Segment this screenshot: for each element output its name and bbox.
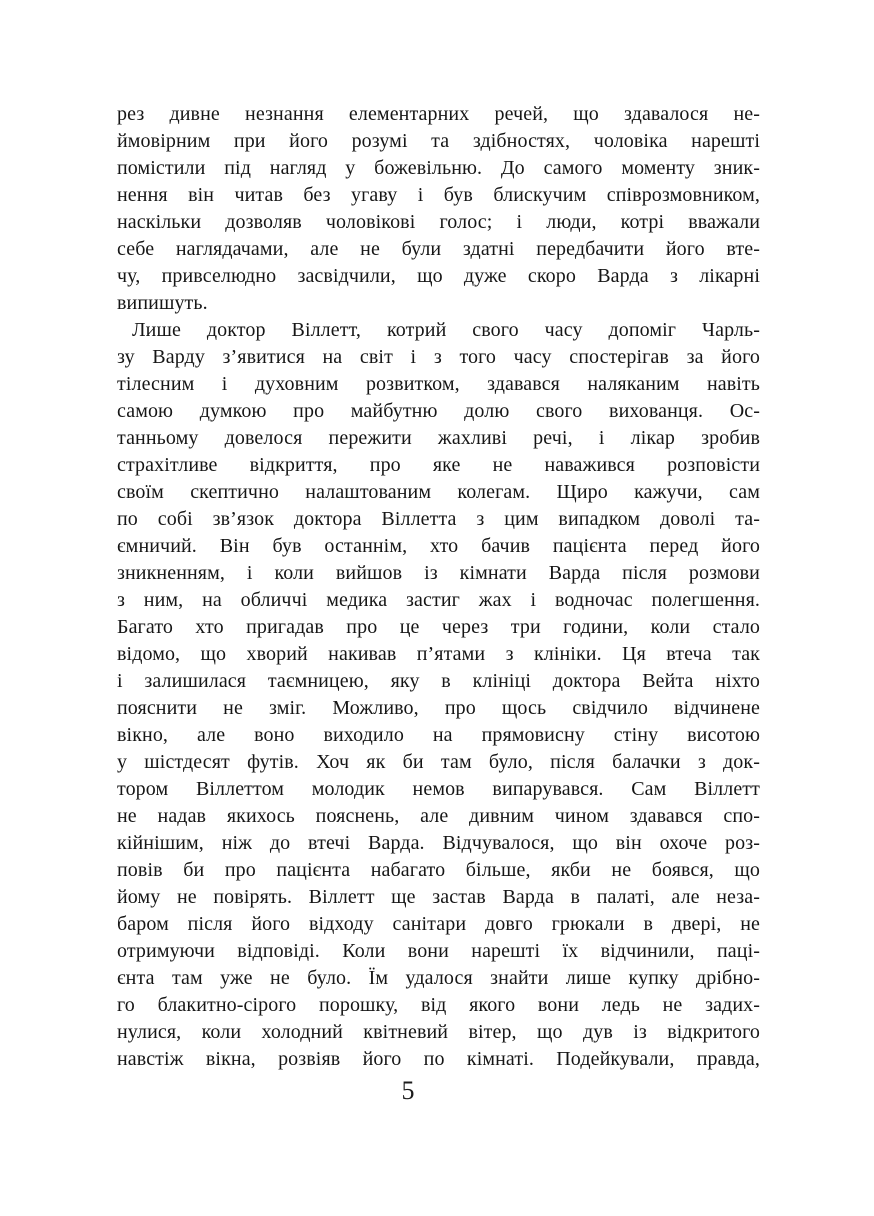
text-line: відомо, що хворий накивав п’ятами з клініки. Ця втеча так (117, 643, 760, 665)
text-line: наскільки дозволяв чоловікові голос; і люди, котрі вважали (117, 211, 760, 233)
text-line: йому не повірять. Віллетт ще застав Варда в палаті, але неза- (117, 886, 760, 908)
text-line: чу, привселюдно засвідчили, що дуже скоро Варда з лікарні (117, 265, 760, 287)
text-line: у шістдесят футів. Хоч як би там було, після балачки з док- (117, 751, 760, 773)
paragraph (117, 101, 760, 317)
text-line: нулися, коли холодний квітневий вітер, що дув із відкритого (117, 1021, 760, 1043)
text-line: го блакитно-сірого порошку, від якого вони ледь не задих- (117, 994, 760, 1016)
text-line: вікно, але воно виходило на прямовисну стіну висотою (117, 724, 760, 746)
text-line: навстіж вікна, розвіяв його по кімнаті. Подейкували, правда, (117, 1048, 760, 1070)
text-line: кійнішим, ніж до втечі Варда. Відчувалося, що він охоче роз- (117, 832, 760, 854)
text-line: тором Віллеттом молодик немов випарувався. Сам Віллетт (117, 778, 760, 800)
text-line: помістили під нагляд у божевільню. До самого моменту зник- (117, 157, 760, 179)
text-line: ймовірним при його розумі та здібностях, чоловіка нарешті (117, 130, 760, 152)
text-line: своїм скептично налаштованим колегам. Щиро кажучи, сам (117, 481, 760, 503)
text-line: ємничий. Він був останнім, хто бачив пацієнта перед його (117, 535, 760, 557)
text-line: отримуючи відповіді. Коли вони нарешті їх відчинили, паці- (117, 940, 760, 962)
text-line: єнта там уже не було. Їм удалося знайти лише купку дрібно- (117, 967, 760, 989)
text-line: Багато хто пригадав про це через три години, коли стало (117, 616, 760, 638)
text-line: себе наглядачами, але не були здатні передбачити його вте- (117, 238, 760, 260)
paragraph (117, 317, 760, 1073)
text-line: самою думкою про майбутню долю свого вихованця. Ос- (117, 400, 760, 422)
text-line: тілесним і духовним розвитком, здавався наляканим навіть (117, 373, 760, 395)
text-line: нення він читав без угаву і був блискучим співрозмовником, (117, 184, 760, 206)
text-line: повів би про пацієнта набагато більше, якби не боявся, що (117, 859, 760, 881)
text-line: по собі зв’язок доктора Віллетта з цим випадком доволі та- (117, 508, 760, 530)
text-line: Лише доктор Віллетт, котрий свого часу допоміг Чарль- (132, 319, 760, 341)
page-text (117, 101, 760, 1073)
text-line: не надав якихось пояснень, але дивним чином здавався спо- (117, 805, 760, 827)
text-line: страхітливе відкриття, про яке не наважився розповісти (117, 454, 760, 476)
text-line: і залишилася таємницею, яку в клініці доктора Вейта ніхто (117, 670, 760, 692)
text-line: випишуть. (117, 292, 208, 314)
text-line: рез дивне незнання елементарних речей, що здавалося не- (117, 103, 760, 125)
text-line: пояснити не зміг. Можливо, про щось свідчило відчинене (117, 697, 760, 719)
text-line: зникненням, і коли вийшов із кімнати Варда після розмови (117, 562, 760, 584)
text-line: зу Варду з’явитися на світ і з того часу спостерігав за його (117, 346, 760, 368)
page-number: 5 (401, 1076, 415, 1105)
text-line: з ним, на обличчі медика застиг жах і водночас полегшення. (117, 589, 760, 611)
text-line: танньому довелося пережити жахливі речі, і лікар зробив (117, 427, 760, 449)
text-line: баром після його відходу санітари довго грюкали в двері, не (117, 913, 760, 935)
